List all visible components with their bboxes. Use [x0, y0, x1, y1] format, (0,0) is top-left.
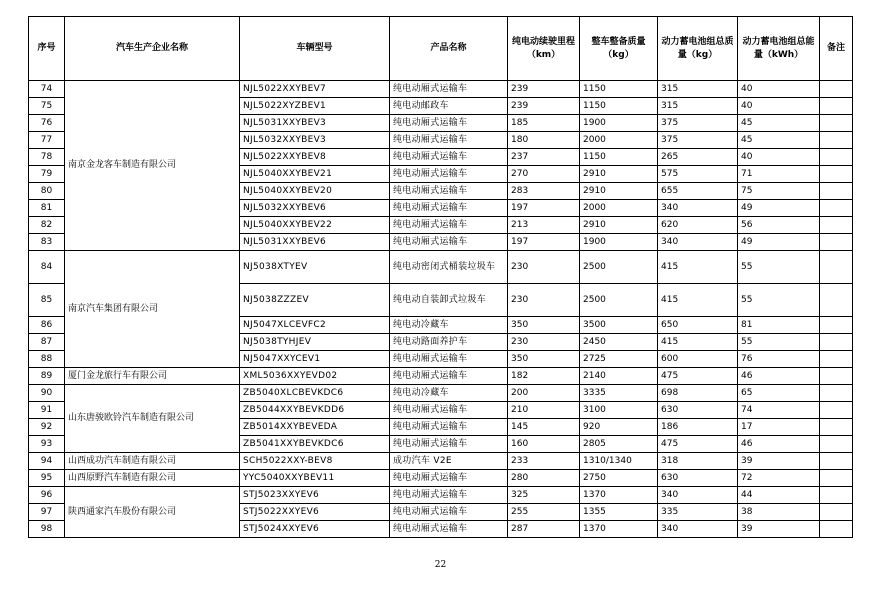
cell-model: NJL5031XXYBEV3 — [240, 115, 390, 132]
cell-model: NJ5038XTYEV — [240, 251, 390, 284]
cell-battery-energy: 72 — [738, 470, 820, 487]
cell-curb-mass: 1900 — [580, 115, 658, 132]
cell-battery-energy: 55 — [738, 334, 820, 351]
cell-remark — [820, 470, 853, 487]
cell-product: 纯电动厢式运输车 — [390, 115, 508, 132]
header-battery-mass: 动力蓄电池组总质量（kg） — [658, 17, 738, 81]
cell-range: 280 — [508, 470, 580, 487]
cell-curb-mass: 1370 — [580, 487, 658, 504]
cell-remark — [820, 521, 853, 538]
cell-seq: 97 — [29, 504, 65, 521]
cell-range: 210 — [508, 402, 580, 419]
cell-product: 纯电动厢式运输车 — [390, 419, 508, 436]
cell-range: 200 — [508, 385, 580, 402]
cell-battery-energy: 46 — [738, 436, 820, 453]
page-number: 22 — [434, 560, 447, 570]
cell-product: 纯电动厢式运输车 — [390, 402, 508, 419]
cell-battery-mass: 630 — [658, 402, 738, 419]
cell-range: 145 — [508, 419, 580, 436]
cell-battery-mass: 335 — [658, 504, 738, 521]
cell-model: ZB5044XXYBEVKDD6 — [240, 402, 390, 419]
cell-seq: 89 — [29, 368, 65, 385]
cell-remark — [820, 200, 853, 217]
cell-battery-energy: 65 — [738, 385, 820, 402]
cell-product: 纯电动厢式运输车 — [390, 183, 508, 200]
table-row — [29, 453, 853, 470]
cell-curb-mass: 3100 — [580, 402, 658, 419]
cell-battery-energy: 40 — [738, 149, 820, 166]
cell-curb-mass: 2140 — [580, 368, 658, 385]
cell-seq: 88 — [29, 351, 65, 368]
cell-range: 180 — [508, 132, 580, 149]
header-model: 车辆型号 — [240, 17, 390, 81]
cell-seq: 92 — [29, 419, 65, 436]
cell-seq: 95 — [29, 470, 65, 487]
cell-battery-energy: 75 — [738, 183, 820, 200]
cell-range: 255 — [508, 504, 580, 521]
cell-battery-energy: 44 — [738, 487, 820, 504]
cell-range: 283 — [508, 183, 580, 200]
cell-remark — [820, 217, 853, 234]
cell-model: NJL5022XXYBEV7 — [240, 81, 390, 98]
cell-seq: 75 — [29, 98, 65, 115]
cell-battery-energy: 49 — [738, 234, 820, 251]
cell-model: NJL5022XXYBEV8 — [240, 149, 390, 166]
cell-curb-mass: 2000 — [580, 132, 658, 149]
cell-battery-mass: 415 — [658, 334, 738, 351]
table-row — [29, 385, 853, 402]
header-row — [29, 17, 853, 81]
cell-remark — [820, 351, 853, 368]
cell-battery-mass: 186 — [658, 419, 738, 436]
cell-battery-mass: 698 — [658, 385, 738, 402]
cell-model: NJ5047XXYCEV1 — [240, 351, 390, 368]
cell-range: 350 — [508, 317, 580, 334]
cell-curb-mass: 1150 — [580, 81, 658, 98]
cell-curb-mass: 2450 — [580, 334, 658, 351]
cell-range: 270 — [508, 166, 580, 183]
cell-range: 197 — [508, 200, 580, 217]
cell-curb-mass: 2500 — [580, 284, 658, 317]
cell-seq: 78 — [29, 149, 65, 166]
cell-product: 纯电动厢式运输车 — [390, 132, 508, 149]
cell-curb-mass: 2725 — [580, 351, 658, 368]
cell-remark — [820, 436, 853, 453]
cell-product: 纯电动厢式运输车 — [390, 81, 508, 98]
cell-seq: 94 — [29, 453, 65, 470]
cell-battery-mass: 655 — [658, 183, 738, 200]
cell-curb-mass: 1310/1340 — [580, 453, 658, 470]
cell-model: SCH5022XXY-BEV8 — [240, 453, 390, 470]
cell-seq: 82 — [29, 217, 65, 234]
cell-model: NJ5038TYHJEV — [240, 334, 390, 351]
cell-battery-mass: 375 — [658, 132, 738, 149]
cell-curb-mass: 1150 — [580, 149, 658, 166]
cell-remark — [820, 453, 853, 470]
cell-battery-energy: 40 — [738, 98, 820, 115]
cell-manufacturer: 南京金龙客车制造有限公司 — [65, 81, 240, 251]
header-product: 产品名称 — [390, 17, 508, 81]
cell-seq: 83 — [29, 234, 65, 251]
cell-curb-mass: 2000 — [580, 200, 658, 217]
cell-range: 230 — [508, 334, 580, 351]
cell-battery-energy: 38 — [738, 504, 820, 521]
cell-model: NJL5031XXYBEV6 — [240, 234, 390, 251]
cell-range: 237 — [508, 149, 580, 166]
cell-model: NJL5040XXYBEV20 — [240, 183, 390, 200]
header-range: 纯电动续驶里程（km） — [508, 17, 580, 81]
cell-battery-energy: 39 — [738, 521, 820, 538]
cell-seq: 85 — [29, 284, 65, 317]
cell-seq: 87 — [29, 334, 65, 351]
cell-battery-mass: 340 — [658, 521, 738, 538]
cell-manufacturer: 南京汽车集团有限公司 — [65, 251, 240, 368]
cell-curb-mass: 1355 — [580, 504, 658, 521]
cell-range: 197 — [508, 234, 580, 251]
cell-remark — [820, 166, 853, 183]
cell-battery-energy: 17 — [738, 419, 820, 436]
cell-battery-energy: 56 — [738, 217, 820, 234]
cell-seq: 96 — [29, 487, 65, 504]
cell-seq: 86 — [29, 317, 65, 334]
cell-curb-mass: 1370 — [580, 521, 658, 538]
cell-product: 成功汽车 V2E — [390, 453, 508, 470]
cell-model: STJ5023XXYEV6 — [240, 487, 390, 504]
cell-model: NJL5022XYZBEV1 — [240, 98, 390, 115]
header-manufacturer: 汽车生产企业名称 — [65, 17, 240, 81]
cell-battery-mass: 650 — [658, 317, 738, 334]
cell-remark — [820, 183, 853, 200]
header-battery-energy: 动力蓄电池组总能量（kWh） — [738, 17, 820, 81]
cell-range: 287 — [508, 521, 580, 538]
cell-remark — [820, 132, 853, 149]
cell-product: 纯电动厢式运输车 — [390, 436, 508, 453]
cell-product: 纯电动厢式运输车 — [390, 487, 508, 504]
cell-battery-mass: 575 — [658, 166, 738, 183]
cell-seq: 80 — [29, 183, 65, 200]
cell-product: 纯电动厢式运输车 — [390, 149, 508, 166]
cell-product: 纯电动冷藏车 — [390, 385, 508, 402]
cell-range: 160 — [508, 436, 580, 453]
cell-product: 纯电动厢式运输车 — [390, 351, 508, 368]
cell-battery-mass: 340 — [658, 487, 738, 504]
cell-manufacturer: 陕西通家汽车股份有限公司 — [65, 487, 240, 538]
cell-range: 185 — [508, 115, 580, 132]
cell-battery-mass: 600 — [658, 351, 738, 368]
cell-product: 纯电动冷藏车 — [390, 317, 508, 334]
table-row — [29, 251, 853, 284]
cell-battery-mass: 315 — [658, 81, 738, 98]
cell-curb-mass: 2910 — [580, 217, 658, 234]
cell-battery-mass: 475 — [658, 368, 738, 385]
cell-battery-energy: 81 — [738, 317, 820, 334]
cell-product: 纯电动厢式运输车 — [390, 166, 508, 183]
table-row — [29, 368, 853, 385]
cell-curb-mass: 3500 — [580, 317, 658, 334]
cell-battery-energy: 76 — [738, 351, 820, 368]
cell-model: NJ5047XLCEVFC2 — [240, 317, 390, 334]
cell-manufacturer: 山西原野汽车制造有限公司 — [65, 470, 240, 487]
cell-remark — [820, 368, 853, 385]
cell-battery-mass: 340 — [658, 234, 738, 251]
cell-model: NJL5032XXYBEV6 — [240, 200, 390, 217]
cell-seq: 79 — [29, 166, 65, 183]
cell-product: 纯电动路面养护车 — [390, 334, 508, 351]
cell-remark — [820, 317, 853, 334]
cell-product: 纯电动厢式运输车 — [390, 217, 508, 234]
cell-seq: 81 — [29, 200, 65, 217]
cell-model: NJL5032XXYBEV3 — [240, 132, 390, 149]
cell-product: 纯电动厢式运输车 — [390, 504, 508, 521]
header-remark: 备注 — [820, 17, 853, 81]
cell-battery-energy: 40 — [738, 81, 820, 98]
cell-battery-mass: 315 — [658, 98, 738, 115]
cell-curb-mass: 1150 — [580, 98, 658, 115]
cell-battery-energy: 45 — [738, 132, 820, 149]
cell-battery-mass: 340 — [658, 200, 738, 217]
cell-battery-energy: 46 — [738, 368, 820, 385]
cell-battery-mass: 630 — [658, 470, 738, 487]
cell-curb-mass: 2805 — [580, 436, 658, 453]
cell-battery-mass: 415 — [658, 284, 738, 317]
cell-seq: 77 — [29, 132, 65, 149]
cell-remark — [820, 419, 853, 436]
cell-remark — [820, 385, 853, 402]
cell-curb-mass: 920 — [580, 419, 658, 436]
cell-battery-energy: 39 — [738, 453, 820, 470]
table-row — [29, 81, 853, 98]
table-body — [29, 81, 853, 538]
cell-battery-mass: 375 — [658, 115, 738, 132]
cell-product: 纯电动密闭式桶装垃圾车 — [390, 251, 508, 284]
cell-remark — [820, 251, 853, 284]
cell-seq: 91 — [29, 402, 65, 419]
cell-battery-mass: 415 — [658, 251, 738, 284]
cell-seq: 90 — [29, 385, 65, 402]
cell-remark — [820, 98, 853, 115]
header-seq: 序号 — [29, 17, 65, 81]
cell-model: ZB5014XXYBEVEDA — [240, 419, 390, 436]
cell-product: 纯电动厢式运输车 — [390, 521, 508, 538]
cell-model: ZB5040XLCBEVKDC6 — [240, 385, 390, 402]
cell-manufacturer: 山东唐骏欧铃汽车制造有限公司 — [65, 385, 240, 453]
cell-remark — [820, 334, 853, 351]
cell-range: 325 — [508, 487, 580, 504]
cell-range: 350 — [508, 351, 580, 368]
cell-product: 纯电动厢式运输车 — [390, 368, 508, 385]
cell-model: STJ5024XXYEV6 — [240, 521, 390, 538]
cell-model: NJL5040XXYBEV21 — [240, 166, 390, 183]
cell-product: 纯电动厢式运输车 — [390, 200, 508, 217]
cell-battery-mass: 318 — [658, 453, 738, 470]
cell-model: NJL5040XXYBEV22 — [240, 217, 390, 234]
cell-curb-mass: 2500 — [580, 251, 658, 284]
cell-battery-mass: 620 — [658, 217, 738, 234]
cell-manufacturer: 山西成功汽车制造有限公司 — [65, 453, 240, 470]
vehicle-catalog-table — [28, 16, 853, 538]
cell-curb-mass: 2910 — [580, 166, 658, 183]
cell-curb-mass: 3335 — [580, 385, 658, 402]
cell-remark — [820, 487, 853, 504]
cell-manufacturer: 厦门金龙旅行车有限公司 — [65, 368, 240, 385]
cell-remark — [820, 284, 853, 317]
cell-product: 纯电动自装卸式垃圾车 — [390, 284, 508, 317]
cell-seq: 93 — [29, 436, 65, 453]
table-row — [29, 487, 853, 504]
cell-remark — [820, 115, 853, 132]
cell-battery-energy: 45 — [738, 115, 820, 132]
cell-model: NJ5038ZZZEV — [240, 284, 390, 317]
cell-model: STJ5022XXYEV6 — [240, 504, 390, 521]
cell-model: ZB5041XXYBEVKDC6 — [240, 436, 390, 453]
cell-curb-mass: 2910 — [580, 183, 658, 200]
cell-product: 纯电动厢式运输车 — [390, 234, 508, 251]
cell-remark — [820, 504, 853, 521]
cell-curb-mass: 1900 — [580, 234, 658, 251]
cell-range: 230 — [508, 284, 580, 317]
cell-remark — [820, 149, 853, 166]
cell-remark — [820, 81, 853, 98]
cell-seq: 76 — [29, 115, 65, 132]
cell-battery-energy: 74 — [738, 402, 820, 419]
cell-product: 纯电动邮政车 — [390, 98, 508, 115]
cell-battery-mass: 265 — [658, 149, 738, 166]
cell-range: 213 — [508, 217, 580, 234]
cell-seq: 98 — [29, 521, 65, 538]
cell-battery-energy: 71 — [738, 166, 820, 183]
cell-model: YYC5040XXYBEV11 — [240, 470, 390, 487]
cell-battery-mass: 475 — [658, 436, 738, 453]
header-curb-mass: 整车整备质量（kg） — [580, 17, 658, 81]
cell-battery-energy: 49 — [738, 200, 820, 217]
cell-remark — [820, 234, 853, 251]
cell-battery-energy: 55 — [738, 251, 820, 284]
cell-range: 230 — [508, 251, 580, 284]
cell-seq: 84 — [29, 251, 65, 284]
cell-range: 239 — [508, 98, 580, 115]
cell-range: 182 — [508, 368, 580, 385]
cell-range: 239 — [508, 81, 580, 98]
cell-range: 233 — [508, 453, 580, 470]
cell-model: XML5036XXYEVD02 — [240, 368, 390, 385]
table-row — [29, 470, 853, 487]
cell-product: 纯电动厢式运输车 — [390, 470, 508, 487]
cell-seq: 74 — [29, 81, 65, 98]
cell-remark — [820, 402, 853, 419]
cell-curb-mass: 2750 — [580, 470, 658, 487]
cell-battery-energy: 55 — [738, 284, 820, 317]
